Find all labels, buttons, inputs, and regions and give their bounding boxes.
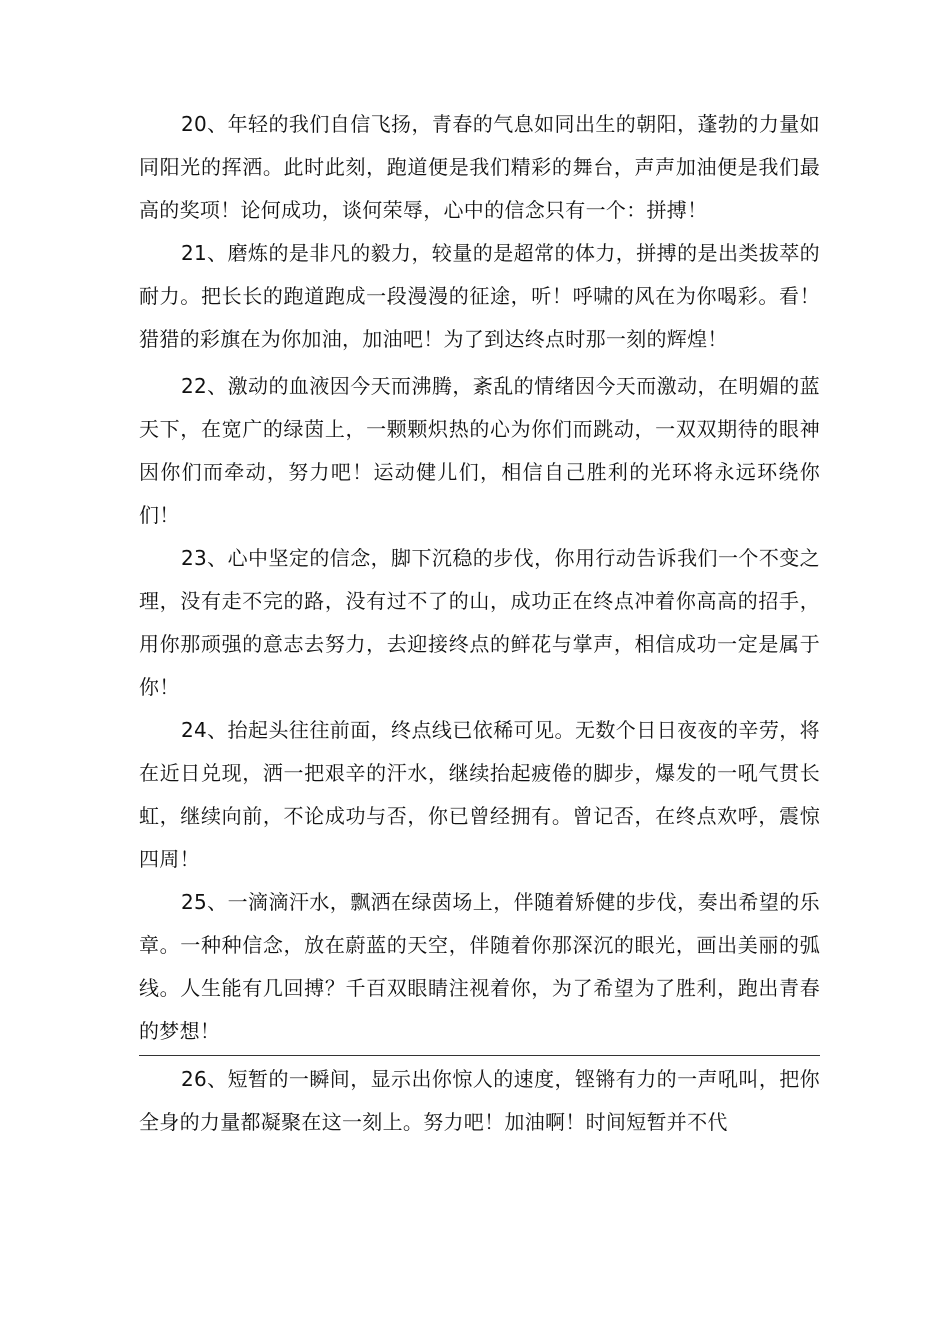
- paragraph-24: 24、抬起头往往前面，终点线已依稀可见。无数个日日夜夜的辛劳，将在近日兑现，洒一把艰辛的汗水，继续抬起疲倦的脚步，爆发的一吼气贯长虹，继续向前，不论成功与否，你已曾经拥有。曾记否，在终点欢呼，震惊四周！: [139, 718, 820, 871]
- paragraph-20: 20、年轻的我们自信飞扬，青春的气息如同出生的朝阳，蓬勃的力量如同阳光的挥洒。此时此刻，跑道便是我们精彩的舞台，声声加油便是我们最高的奖项！论何成功，谈何荣辱，心中的信念只有一个：拼搏！: [139, 112, 820, 222]
- paragraph-23: 23、心中坚定的信念，脚下沉稳的步伐，你用行动告诉我们一个不变之理，没有走不完的路，没有过不了的山，成功正在终点冲着你高高的招手，用你那顽强的意志去努力，去迎接终点的鲜花与掌声，相信成功一定是属于你！: [139, 546, 820, 699]
- paragraph-22: 22、激动的血液因今天而沸腾，紊乱的情绪因今天而激动，在明媚的蓝天下，在宽广的绿茵上，一颗颗炽热的心为你们而跳动，一双双期待的眼神因你们而牵动，努力吧！运动健儿们，相信自己胜利的光环将永远环绕你们！: [139, 374, 820, 527]
- paragraph-21: 21、磨炼的是非凡的毅力，较量的是超常的体力，拼搏的是出类拔萃的耐力。把长长的跑道跑成一段漫漫的征途，听！呼啸的风在为你喝彩。看！猎猎的彩旗在为你加油，加油吧！为了到达终点时那一刻的辉煌！: [139, 241, 820, 351]
- document-body: [139, 103, 820, 1144]
- paragraph-26: 26、短暂的一瞬间，显示出你惊人的速度，铿锵有力的一声吼叫，把你全身的力量都凝聚在这一刻上。努力吧！加油啊！时间短暂并不代: [139, 1067, 820, 1134]
- paragraph-25: 25、一滴滴汗水，飘洒在绿茵场上，伴随着矫健的步伐，奏出希望的乐章。一种种信念，放在蔚蓝的天空，伴随着你那深沉的眼光，画出美丽的弧线。人生能有几回搏？千百双眼睛注视着你，为了希望为了胜利，跑出青春的梦想！: [139, 890, 820, 1043]
- horizontal-divider: [139, 1055, 820, 1056]
